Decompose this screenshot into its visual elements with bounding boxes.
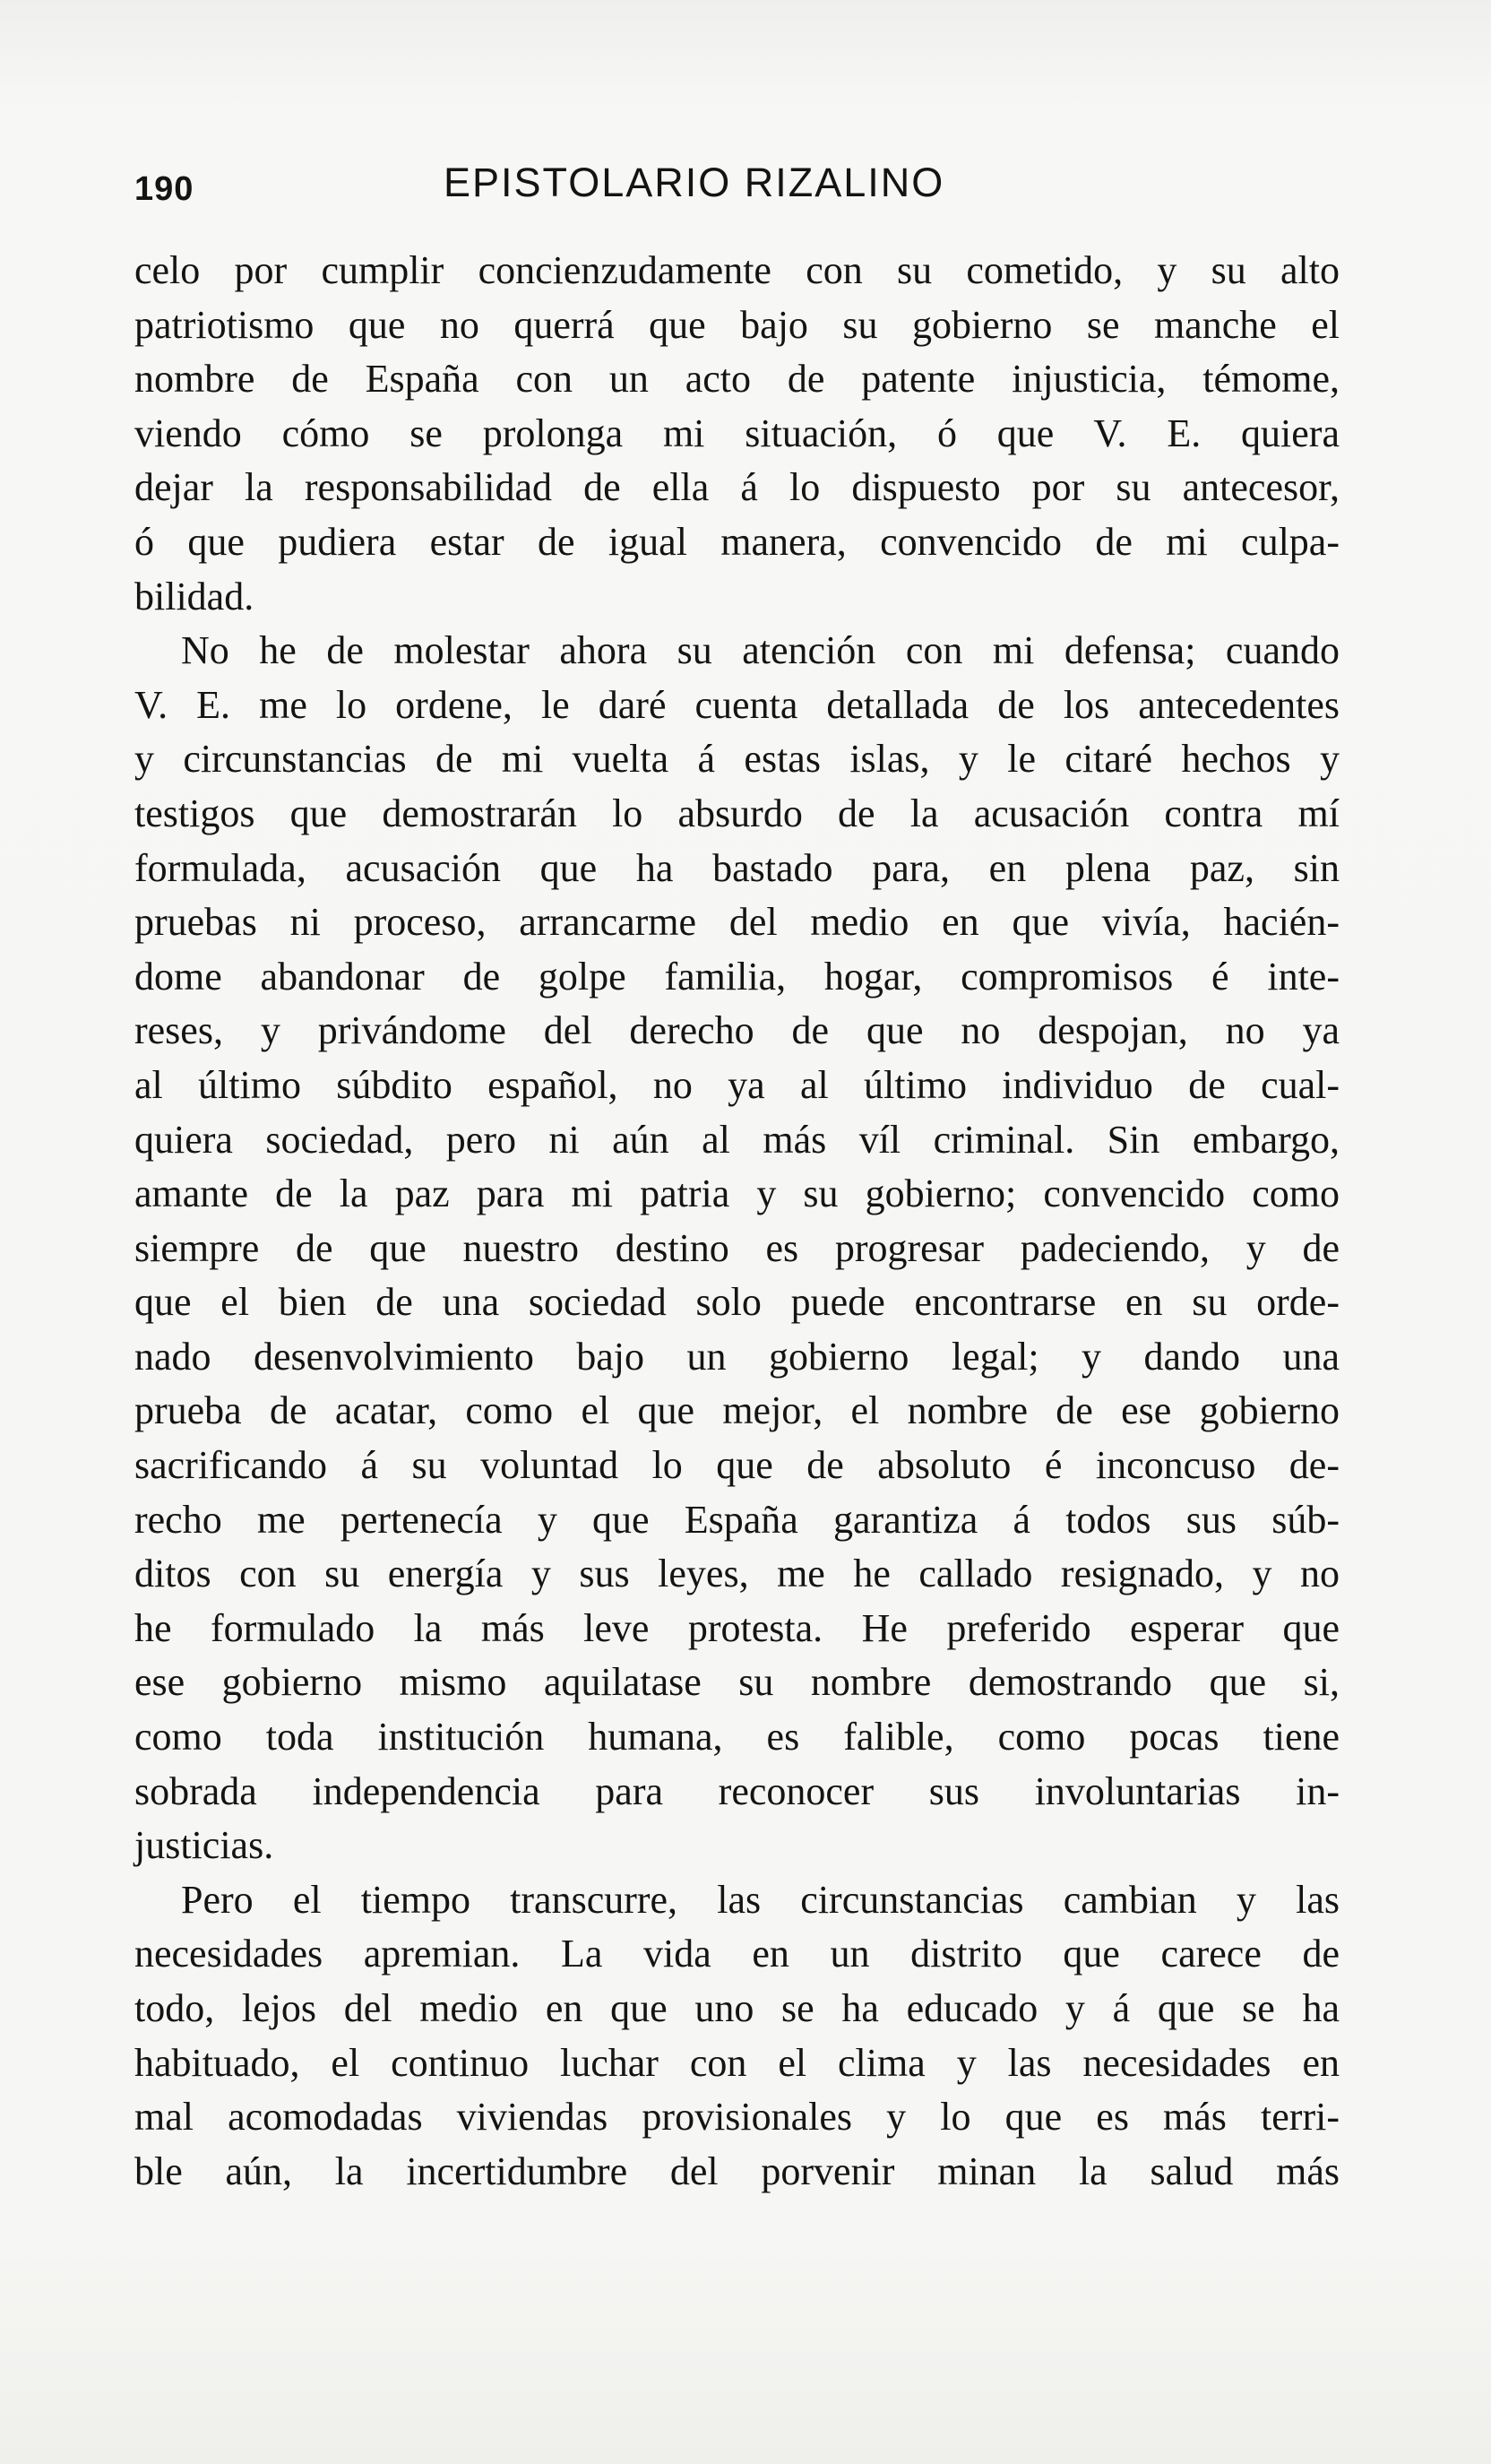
text-line: prueba de acatar, como el que mejor, el nombre de ese gobierno — [134, 1388, 1340, 1433]
text-line: reses, y privándome del derecho de que no despojan, no ya — [134, 1008, 1340, 1053]
running-head: EPISTOLARIO RIZALINO — [444, 160, 945, 205]
text-line: patriotismo que no querrá que bajo su gobierno se manche el — [134, 302, 1340, 347]
text-line: como toda institución humana, es falible, como pocas tiene — [134, 1715, 1340, 1759]
text-line: ó que pudiera estar de igual manera, convencido de mi culpa- — [134, 519, 1340, 564]
text-line: al último súbdito español, no ya al último individuo de cual- — [134, 1062, 1340, 1107]
text-line: V. E. me lo ordene, le daré cuenta detallada de los antecedentes — [134, 682, 1340, 727]
text-line: ese gobierno mismo aquilatase su nombre demostrando que si, — [134, 1660, 1340, 1705]
text-line: dejar la responsabilidad de ella á lo dispuesto por su antecesor, — [134, 465, 1340, 510]
text-line: Pero el tiempo transcurre, las circunstancias cambian y las — [181, 1877, 1340, 1922]
text-line: siempre de que nuestro destino es progresar padeciendo, y de — [134, 1225, 1340, 1270]
text-line: que el bien de una sociedad solo puede encontrarse en su orde- — [134, 1280, 1340, 1325]
text-line: formulada, acusación que ha bastado para, en plena paz, sin — [134, 845, 1340, 890]
text-line: nombre de España con un acto de patente injusticia, témome, — [134, 357, 1340, 402]
text-line: todo, lejos del medio en que uno se ha educado y á que se ha — [134, 1986, 1340, 2030]
text-line: sacrificando á su voluntad lo que de absoluto é inconcuso de- — [134, 1443, 1340, 1488]
text-line: he formulado la más leve protesta. He preferido esperar que — [134, 1605, 1340, 1650]
text-line: ble aún, la incertidumbre del porvenir minan la salud más — [134, 2148, 1340, 2193]
page-number: 190 — [134, 170, 194, 208]
text-line: dome abandonar de golpe familia, hogar, compromisos é inte- — [134, 954, 1340, 999]
text-line: testigos que demostrarán lo absurdo de la acusación contra mí — [134, 791, 1340, 835]
body-text — [134, 244, 1340, 2199]
text-line: habituado, el continuo luchar con el clima y las necesidades en — [134, 2040, 1340, 2085]
text-line: sobrada independencia para reconocer sus involuntarias in- — [134, 1768, 1340, 1813]
text-line: ditos con su energía y sus leyes, me he callado resignado, y no — [134, 1552, 1340, 1596]
text-line: mal acomodadas viviendas provisionales y lo que es más terri- — [134, 2095, 1340, 2140]
page-header — [134, 152, 1353, 215]
text-line: amante de la paz para mi patria y su gobierno; convencido como — [134, 1171, 1340, 1216]
text-line: pruebas ni proceso, arrancarme del medio en que vivía, hacién- — [134, 900, 1340, 945]
text-line: quiera sociedad, pero ni aún al más víl criminal. Sin embargo, — [134, 1117, 1340, 1162]
text-line: bilidad. — [134, 574, 254, 618]
text-line: celo por cumplir concienzudamente con su cometido, y su alto — [134, 248, 1340, 292]
text-line: No he de molestar ahora su atención con mi defensa; cuando — [181, 628, 1340, 673]
text-line: justicias. — [134, 1823, 274, 1868]
text-line: recho me pertenecía y que España garantiza á todos sus súb- — [134, 1497, 1340, 1542]
text-line: viendo cómo se prolonga mi situación, ó que V. E. quiera — [134, 411, 1340, 455]
text-line: y circunstancias de mi vuelta á estas islas, y le citaré hechos y — [134, 737, 1340, 782]
text-line: necesidades apremian. La vida en un distrito que carece de — [134, 1932, 1340, 1976]
text-line: nado desenvolvimiento bajo un gobierno legal; y dando una — [134, 1334, 1340, 1379]
